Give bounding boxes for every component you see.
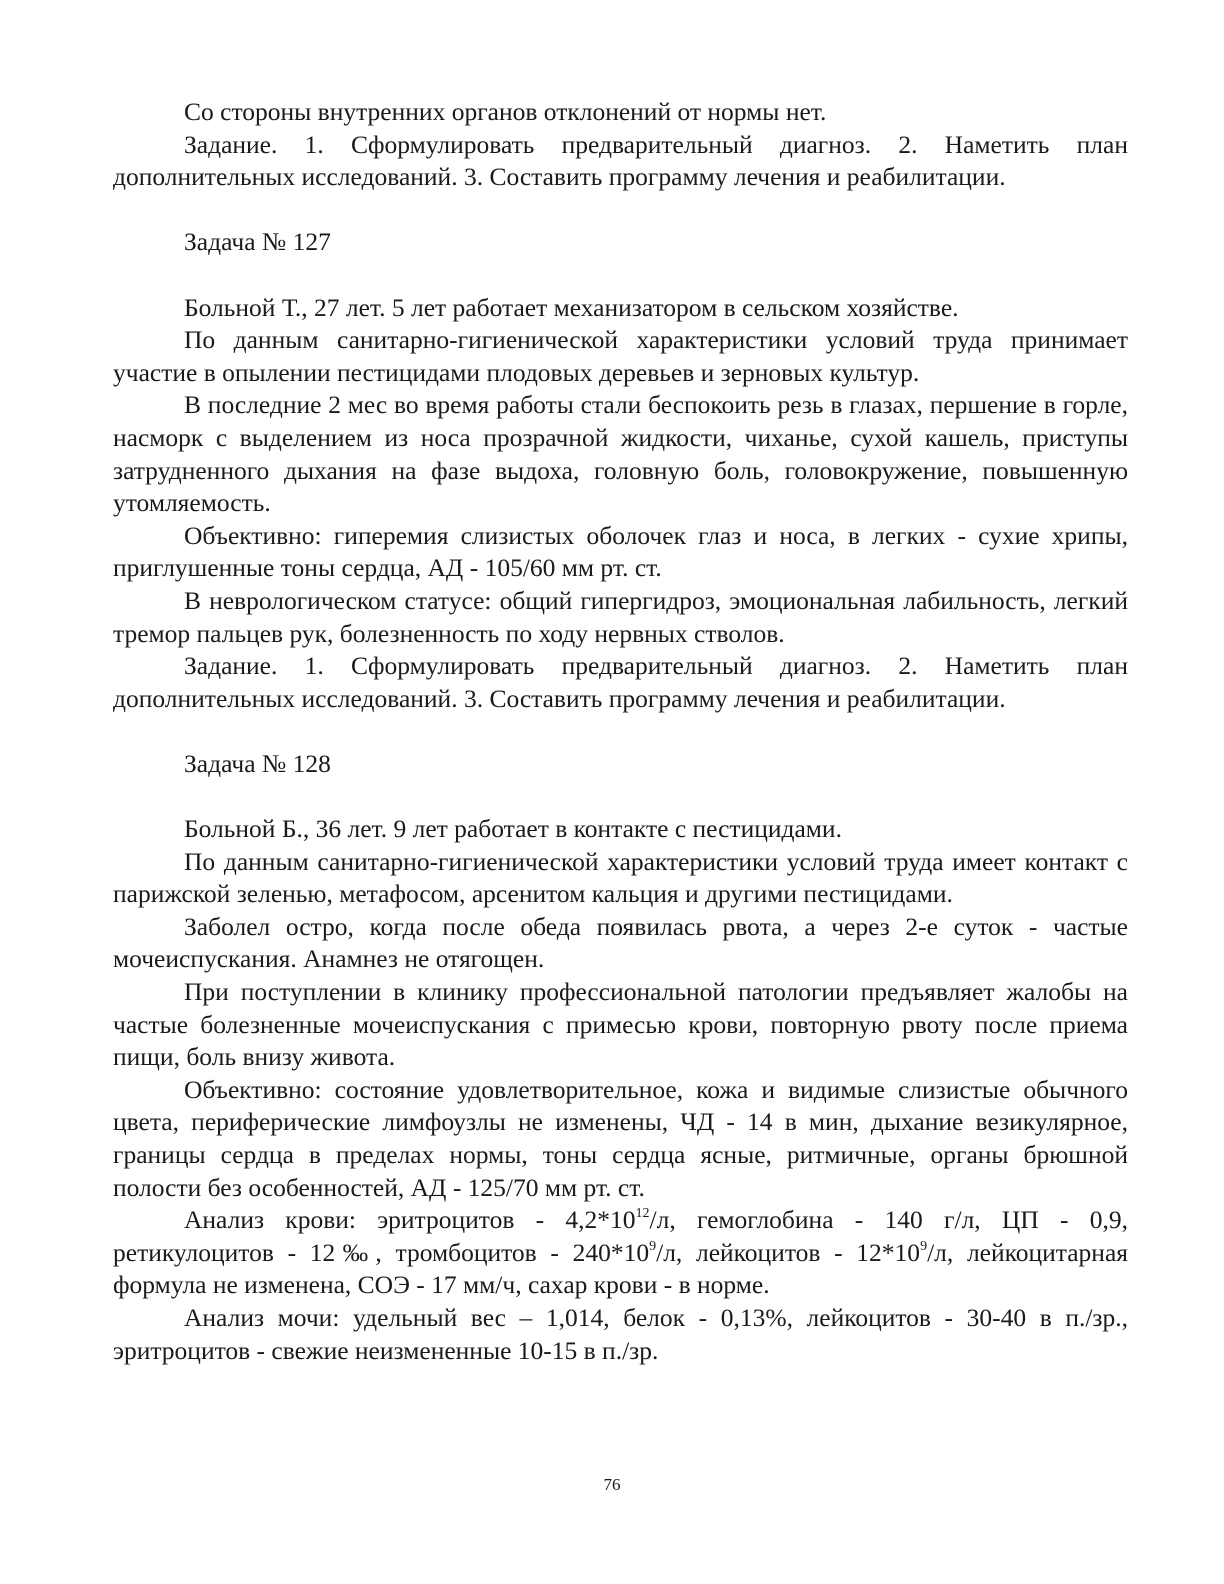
text-fragment: /л, гемоглобина - 140 г/л, ЦП - 0,9, ретикулоцитов - 12‰, тромбоцитов - 240*10	[113, 1205, 1128, 1267]
paragraph: Объективно: гиперемия слизистых оболочек глаз и носа, в легких - сухие хрипы, приглушенные тоны сердца, АД - 105/60 мм рт. ст.	[113, 520, 1128, 583]
paragraph: По данным санитарно-гигиенической характеристики условий труда имеет контакт с парижской зеленью, метафосом, арсенитом кальция и другими пестицидами.	[113, 846, 1128, 909]
page-number: 76	[603, 1475, 621, 1494]
urine-analysis-paragraph: Анализ мочи: удельный вес – 1,014, белок - 0,13%, лейкоцитов - 30-40 в п./зр., эритроцитов - свежие неизмененные 10-15 в п./зр.	[113, 1302, 1128, 1365]
task-128-heading: Задача № 128	[184, 748, 331, 778]
assignment-paragraph: Задание. 1. Сформулировать предварительный диагноз. 2. Наметить план дополнительных исследований. 3. Составить программу лечения и реабилитации.	[113, 129, 1128, 192]
spacer	[113, 194, 1128, 227]
task-127-heading: Задача № 127	[184, 227, 331, 257]
paragraph: Больной Т., 27 лет. 5 лет работает механизатором в сельском хозяйстве.	[184, 292, 959, 322]
paragraph: Объективно: состояние удовлетворительное, кожа и видимые слизистые обычного цвета, периферические лимфоузлы не изменены, ЧД - 14 в мин, дыхание везикулярное, границы сердца в пределах нормы, тоны сердца ясные, ритмичные, органы брюшной полости без особенностей, АД - 125/70 мм рт. ст.	[113, 1074, 1128, 1202]
spacer	[113, 780, 1128, 813]
paragraph: По данным санитарно-гигиенической характеристики условий труда принимает участие в опылении пестицидами плодовых деревьев и зерновых культур.	[113, 325, 1128, 387]
document-page	[113, 96, 1128, 1367]
spacer	[113, 715, 1128, 748]
text-fragment: /л, лейкоцитов - 12*10	[656, 1237, 921, 1267]
text-fragment: Анализ крови: эритроцитов - 4,2*10	[184, 1205, 636, 1235]
paragraph: Со стороны внутренних органов отклонений от нормы нет.	[184, 97, 827, 126]
paragraph: Заболел остро, когда после обеда появилась рвота, а через 2-е суток - частые мочеиспускания. Анамнез не отягощен.	[113, 911, 1128, 974]
blood-analysis-paragraph	[113, 1204, 1128, 1302]
paragraph: В последние 2 мес во время работы стали беспокоить резь в глазах, першение в горле, насморк с выделением из носа прозрачной жидкости, чиханье, сухой кашель, приступы затрудненного дыхания на фазе выдоха, головную боль, головокружение, повышенную утомляемость.	[113, 390, 1128, 518]
spacer	[113, 259, 1128, 292]
superscript: 9	[920, 1238, 928, 1254]
text-fragment: /л, лейкоцитарная формула не изменена, СОЭ - 17 мм/ч, сахар крови - в норме.	[113, 1237, 1128, 1300]
superscript: 9	[649, 1238, 657, 1254]
assignment-paragraph: Задание. 1. Сформулировать предварительный диагноз. 2. Наметить план дополнительных исследований. 3. Составить программу лечения и реабилитации.	[113, 651, 1128, 713]
paragraph: При поступлении в клинику профессиональной патологии предъявляет жалобы на частые болезненные мочеиспускания с примесью крови, повторную рвоту после приема пищи, боль внизу живота.	[113, 977, 1128, 1072]
superscript: 12	[635, 1206, 650, 1222]
paragraph: Больной Б., 36 лет. 9 лет работает в контакте с пестицидами.	[184, 814, 842, 844]
paragraph: В неврологическом статусе: общий гипергидроз, эмоциональная лабильность, легкий тремор пальцев рук, болезненность по ходу нервных стволов.	[113, 585, 1128, 648]
